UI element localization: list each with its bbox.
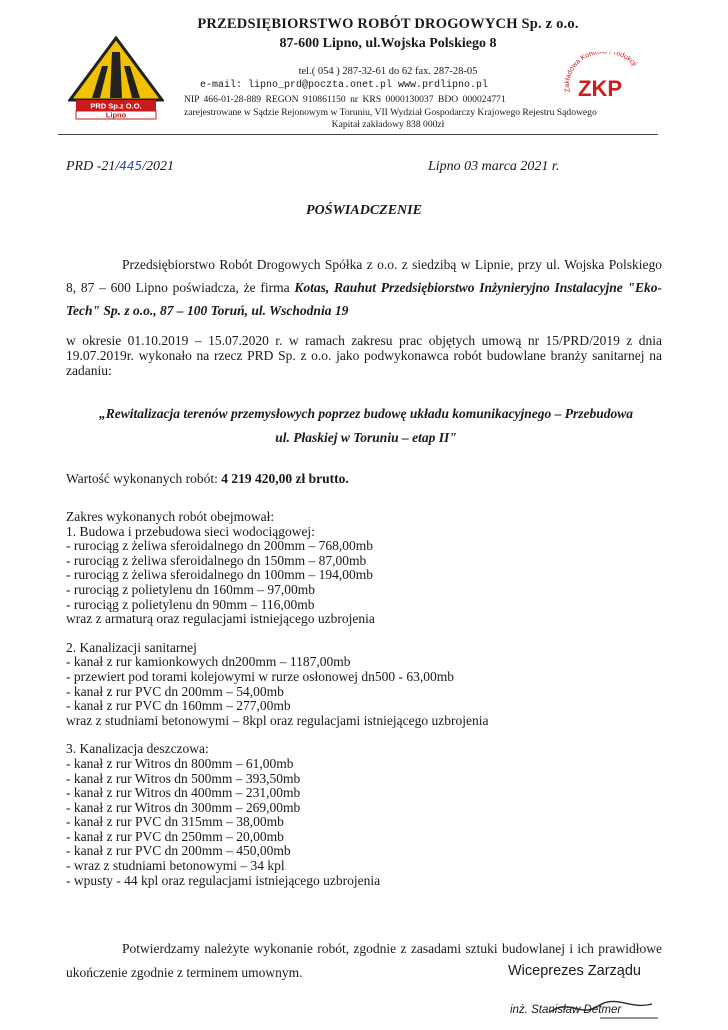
confirmation-paragraph: Potwierdzamy należyte wykonanie robót, zgodnie z zasadami sztuki budowlanej i ich prawidłowe ukończenie zgodnie z terminem umownym.: [66, 941, 662, 980]
list-item: - rurociąg z polietylenu dn 90mm – 116,00mb: [66, 596, 315, 612]
zkp-label: ZKP: [578, 76, 622, 100]
company-phone: tel.( 054 ) 287-32-61 do 62 fax. 287-28-05: [298, 66, 478, 77]
list-item: - rurociąg z żeliwa sferoidalnego dn 100mm – 194,00mb: [66, 567, 374, 583]
header-divider: [58, 134, 658, 135]
company-email: e-mail: lipno_prd@poczta.onet.pl www.prdlipno.pl: [200, 80, 489, 91]
intro-text: Przedsiębiorstwo Robót Drogowych Spółka z o.o. z siedzibą w Lipnie, przy ul. Wojska Polskiego 8, 87 – 600 Lipno poświadcza, że firma: [66, 257, 662, 295]
intro-paragraph: [66, 253, 662, 322]
list-item: - kanał z rur PVC dn 250mm – 20,00mb: [66, 828, 284, 844]
scope-section: [66, 525, 666, 627]
scope-section: [66, 641, 666, 729]
company-registration: zarejestrowane w Sądzie Rejonowym w Toruniu, VII Wydział Gospodarczy Krajowego Rejestru Sądowego: [184, 107, 597, 118]
signatory-name: inż. Stanisław Detmer: [510, 1004, 622, 1016]
list-item: - kanał z rur Witros dn 800mm – 61,00mb: [66, 755, 294, 771]
reference-number: [66, 159, 174, 175]
list-item: - kanał z rur Witros dn 300mm – 269,00mb: [66, 799, 301, 815]
list-item: - kanał z rur kamionkowych dn200mm – 1187,00mb: [66, 654, 351, 670]
company-capital: Kapitał zakładowy 838 000zł: [331, 119, 445, 130]
logo-text-bottom: Lipno: [105, 110, 127, 120]
scope-heading: 2. Kanalizacji sanitarnej: [66, 639, 197, 655]
zkp-stamp: [550, 52, 646, 100]
logo-text-top: PRD Sp.z O.O.: [90, 101, 142, 111]
list-item: - wpusty - 44 kpl oraz regulacjami istniejącego uzbrojenia: [66, 872, 381, 888]
contractor-name: Kotas, Rauhut Przedsiębiorstwo Inżynieryjno Instalacyjne "Eko-Tech" Sp. z o.o., 87 – 100 Toruń, ul. Wschodnia 19: [66, 280, 663, 318]
scope-heading: 3. Kanalizacja deszczowa:: [66, 741, 209, 757]
reference-prefix: PRD -21/: [66, 159, 120, 174]
scope-of-works: [66, 510, 666, 888]
works-value: [66, 471, 349, 487]
scope-intro: Zakres wykonanych robót obejmował:: [66, 509, 275, 524]
reference-handwritten: 445: [119, 159, 143, 173]
company-logo: [68, 36, 164, 120]
list-item: - kanał z rur PVC dn 315mm – 38,00mb: [66, 814, 284, 830]
place-date: Lipno 03 marca 2021 r.: [428, 159, 560, 174]
list-item: wraz z armaturą oraz regulacjami istniejącego uzbrojenia: [66, 611, 375, 627]
signature-title: Wiceprezes Zarządu: [508, 963, 641, 979]
reference-suffix: /2021: [142, 159, 175, 174]
list-item: - kanał z rur PVC dn 200mm – 450,00mb: [66, 843, 291, 859]
list-item: - wraz z studniami betonowymi – 34 kpl: [66, 858, 285, 874]
company-address: 87-600 Lipno, ul.Wojska Polskiego 8: [279, 36, 497, 51]
list-item: - kanał z rur PVC dn 160mm – 277,00mb: [66, 698, 291, 714]
works-value-label: Wartość wykonanych robót:: [66, 471, 222, 486]
company-name: PRZEDSIĘBIORSTWO ROBÓT DROGOWYCH Sp. z o.o.: [197, 16, 579, 32]
list-item: - rurociąg z żeliwa sferoidalnego dn 200mm – 768,00mb: [66, 538, 374, 554]
list-item: - kanał z rur PVC dn 200mm – 54,00mb: [66, 683, 284, 699]
list-item: wraz z studniami betonowymi – 8kpl oraz regulacjami istniejącego uzbrojenia: [66, 712, 489, 728]
company-ids: NIP 466-01-28-889 REGON 910861150 nr KRS 0000130037 BDO 000024771: [184, 94, 506, 105]
period-paragraph: w okresie 01.10.2019 – 15.07.2020 r. w ramach zakresu prac objętych umową nr 15/PRD/2019 z dnia 19.07.2019r. wykonało na rzecz PRD Sp. z o.o. jako podwykonawca robót budowlane branży sanitarnej na zadaniu:: [66, 333, 662, 378]
list-item: - kanał z rur Witros dn 400mm – 231,00mb: [66, 785, 301, 801]
zkp-arc-text: Zakładowa Kontro Produkcji: [564, 52, 638, 93]
project-name: „Rewitalizacja terenów przemysłowych poprzez budowę układu komunikacyjnego – Przebudowa ul. Płaskiej w Toruniu – etap II": [98, 406, 634, 445]
scope-section: [66, 742, 666, 888]
scope-heading: 1. Budowa i przebudowa sieci wodociągowej:: [66, 523, 315, 539]
list-item: - rurociąg z polietylenu dn 160mm – 97,00mb: [66, 581, 315, 597]
list-item: - kanał z rur Witros dn 500mm – 393,50mb: [66, 770, 301, 786]
list-item: - przewiert pod torami kolejowymi w rurze osłonowej dn500 - 63,00mb: [66, 668, 455, 684]
works-value-amount: 4 219 420,00 zł brutto.: [221, 471, 349, 486]
document-title: POŚWIADCZENIE: [306, 203, 422, 218]
list-item: - rurociąg z żeliwa sferoidalnego dn 150mm – 87,00mb: [66, 552, 367, 568]
